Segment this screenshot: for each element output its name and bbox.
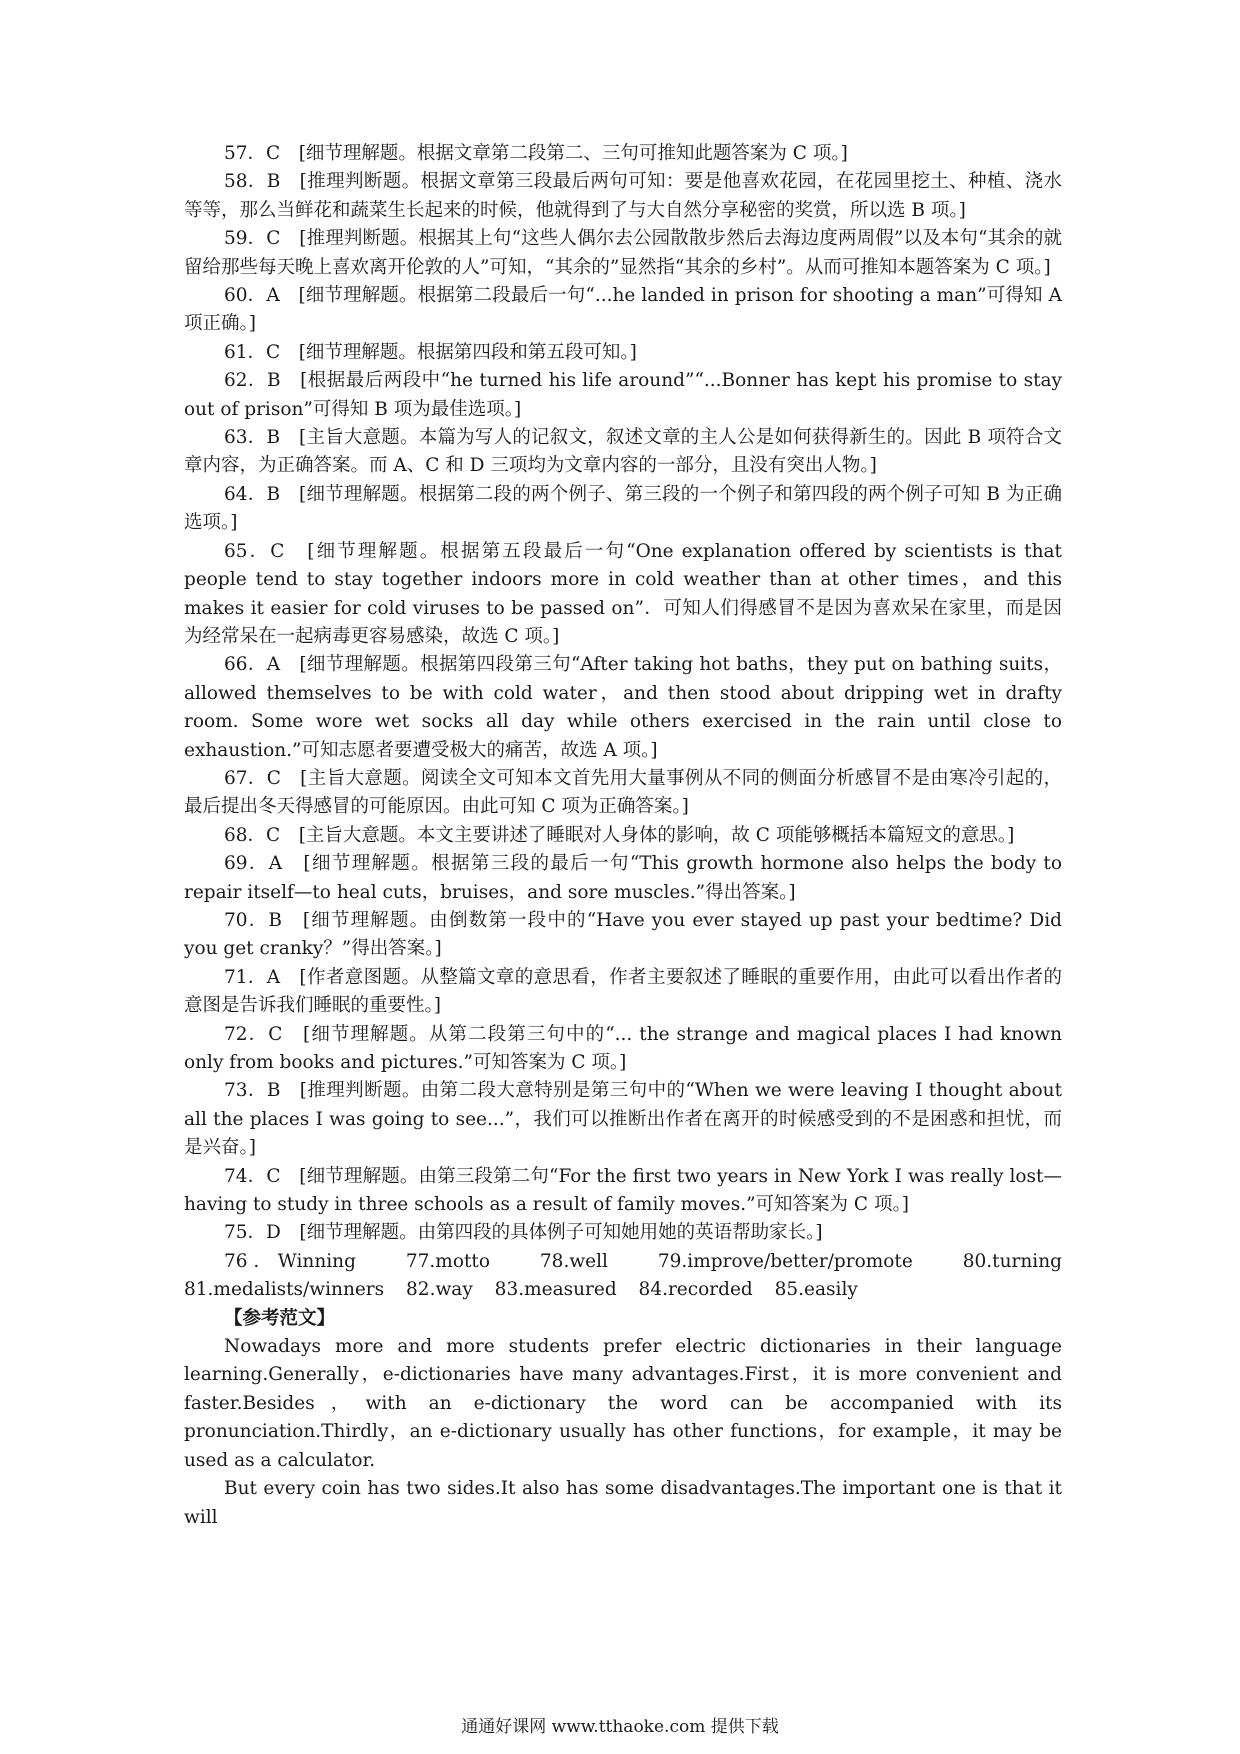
essay-paragraph-1: Nowadays more and more students prefer electric dictionaries in their language learning.Generally，e-dictionaries have many advantages.First，it is more convenient and faster.Besides，with an e-dictionary the word can be accompanied with its pronunciation.Thirdly，an e-dictionary usually has other functions，for example，it may be used as a calculator.: [184, 1336, 1062, 1471]
essay-paragraph-2: But every coin has two sides.It also has some disadvantages.The important one is that it will: [184, 1478, 1062, 1528]
vocab-answer-81: 81.medalists/winners: [184, 1279, 385, 1301]
answer-59: 59．C [推理判断题。根据其上句“这些人偶尔去公园散散步然后去海边度两周假”以及本句“其余的就留给那些每天晚上喜欢离开伦敦的人”可知，“其余的”显然指“其余的乡村”。从而可推知本题答案为 C 项。]: [184, 228, 1062, 278]
answer-74: 74．C [细节理解题。由第三段第二句“For the first two years in New York I was really lost—having to study in three schools as a result of family moves.”可知答案为 C 项。]: [184, 1165, 1062, 1216]
vocab-answer-85: 85.easily: [774, 1279, 858, 1301]
vocab-answer-79: 79.improve/better/promote: [657, 1250, 913, 1272]
answer-58: 58．B [推理判断题。根据文章第三段最后两句可知：要是他喜欢花园，在花园里挖土、种植、浇水等等，那么当鲜花和蔬菜生长起来的时候，他就得到了与大自然分享秘密的奖赏，所以选 B 项。]: [184, 171, 1062, 221]
answer-61: 61．C [细节理解题。根据第四段和第五段可知。]: [224, 341, 637, 363]
document-body: [184, 140, 1062, 1532]
vocab-answer-76: 76 . Winning: [224, 1250, 356, 1272]
answer-62: 62．B [根据最后两段中“he turned his life around”“...Bonner has kept his promise to stay out of prison”可得知 B 项为最佳选项。]: [184, 370, 1062, 420]
vocab-answers-line-2: [184, 1276, 1062, 1304]
vocab-answer-78: 78.well: [539, 1250, 608, 1272]
answer-67: 67．C [主旨大意题。阅读全文可知本文首先用大量事例从不同的侧面分析感冒不是由寒冷引起的，最后提出冬天得感冒的可能原因。由此可知 C 项为正确答案。]: [184, 767, 1062, 818]
vocab-answer-83: 83.measured: [494, 1279, 617, 1301]
vocab-answer-82: 82.way: [406, 1279, 473, 1301]
answer-57: 57．C [细节理解题。根据文章第二段第二、三句可推知此题答案为 C 项。]: [224, 143, 848, 164]
answer-71: 71．A [作者意图题。从整篇文章的意思看，作者主要叙述了睡眠的重要作用，由此可以看出作者的意图是告诉我们睡眠的重要性。]: [184, 966, 1062, 1017]
answer-70: 70．B [细节理解题。由倒数第一段中的“Have you ever stayed up past your bedtime? Did you get cranky？”得出答案。]: [184, 909, 1062, 960]
answer-72: 72．C [细节理解题。从第二段第三句中的“... the strange and magical places I had known only from books and pictures.”可知答案为 C 项。]: [184, 1023, 1062, 1073]
vocab-answers-line-1: [184, 1248, 1062, 1276]
answer-65: 65．C [细节理解题。根据第五段最后一句“One explanation offered by scientists is that people tend to stay together indoors more in cold weather than at other times，and this makes it easier for cold viruses to be passed on”．可知人们得感冒不是因为喜欢呆在家里，而是因为经常呆在一起病毒更容易感染，故选 C 项。]: [184, 540, 1062, 647]
answer-73: 73．B [推理判断题。由第二段大意特别是第三句中的“When we were leaving I thought about all the places I was going to see...”，我们可以推断出作者在离开的时候感受到的不是困惑和担忧，而是兴奋。]: [184, 1080, 1062, 1159]
vocab-answer-80: 80.turning: [962, 1250, 1062, 1272]
page-footer: 通通好课网 www.tthaoke.com 提供下载: [461, 1717, 779, 1737]
answer-75: 75．D [细节理解题。由第四段的具体例子可知她用她的英语帮助家长。]: [224, 1222, 823, 1244]
answer-60: 60．A [细节理解题。根据第二段最后一句“...he landed in prison for shooting a man”可得知 A 项正确。]: [184, 285, 1062, 335]
answer-69: 69．A [细节理解题。根据第三段的最后一句“This growth hormone also helps the body to repair itself—to heal cuts，bruises，and sore muscles.”得出答案。]: [184, 853, 1062, 903]
answer-64: 64．B [细节理解题。根据第二段的两个例子、第三段的一个例子和第四段的两个例子可知 B 为正确选项。]: [184, 483, 1062, 534]
answer-63: 63．B [主旨大意题。本篇为写人的记叙文，叙述文章的主人公是如何获得新生的。因此 B 项符合文章内容，为正确答案。而 A、C 和 D 三项均为文章内容的一部分，且没有突出人物。]: [184, 427, 1062, 477]
vocab-answer-77: 77.motto: [405, 1250, 490, 1272]
answer-66: 66．A [细节理解题。根据第四段第三句“After taking hot baths，they put on bathing suits，allowed themselves to be with cold water，and then stood about dripping wet in drafty room. Some wore wet socks all day while others exercised in the rain until close to exhaustion.”可知志愿者要遭受极大的痛苦，故选 A 项。]: [184, 654, 1062, 761]
answer-68: 68．C [主旨大意题。本文主要讲述了睡眠对人身体的影响，故 C 项能够概括本篇短文的意思。]: [224, 824, 1015, 846]
essay-heading: 【参考范文】: [224, 1307, 336, 1329]
vocab-answer-84: 84.recorded: [638, 1279, 753, 1301]
